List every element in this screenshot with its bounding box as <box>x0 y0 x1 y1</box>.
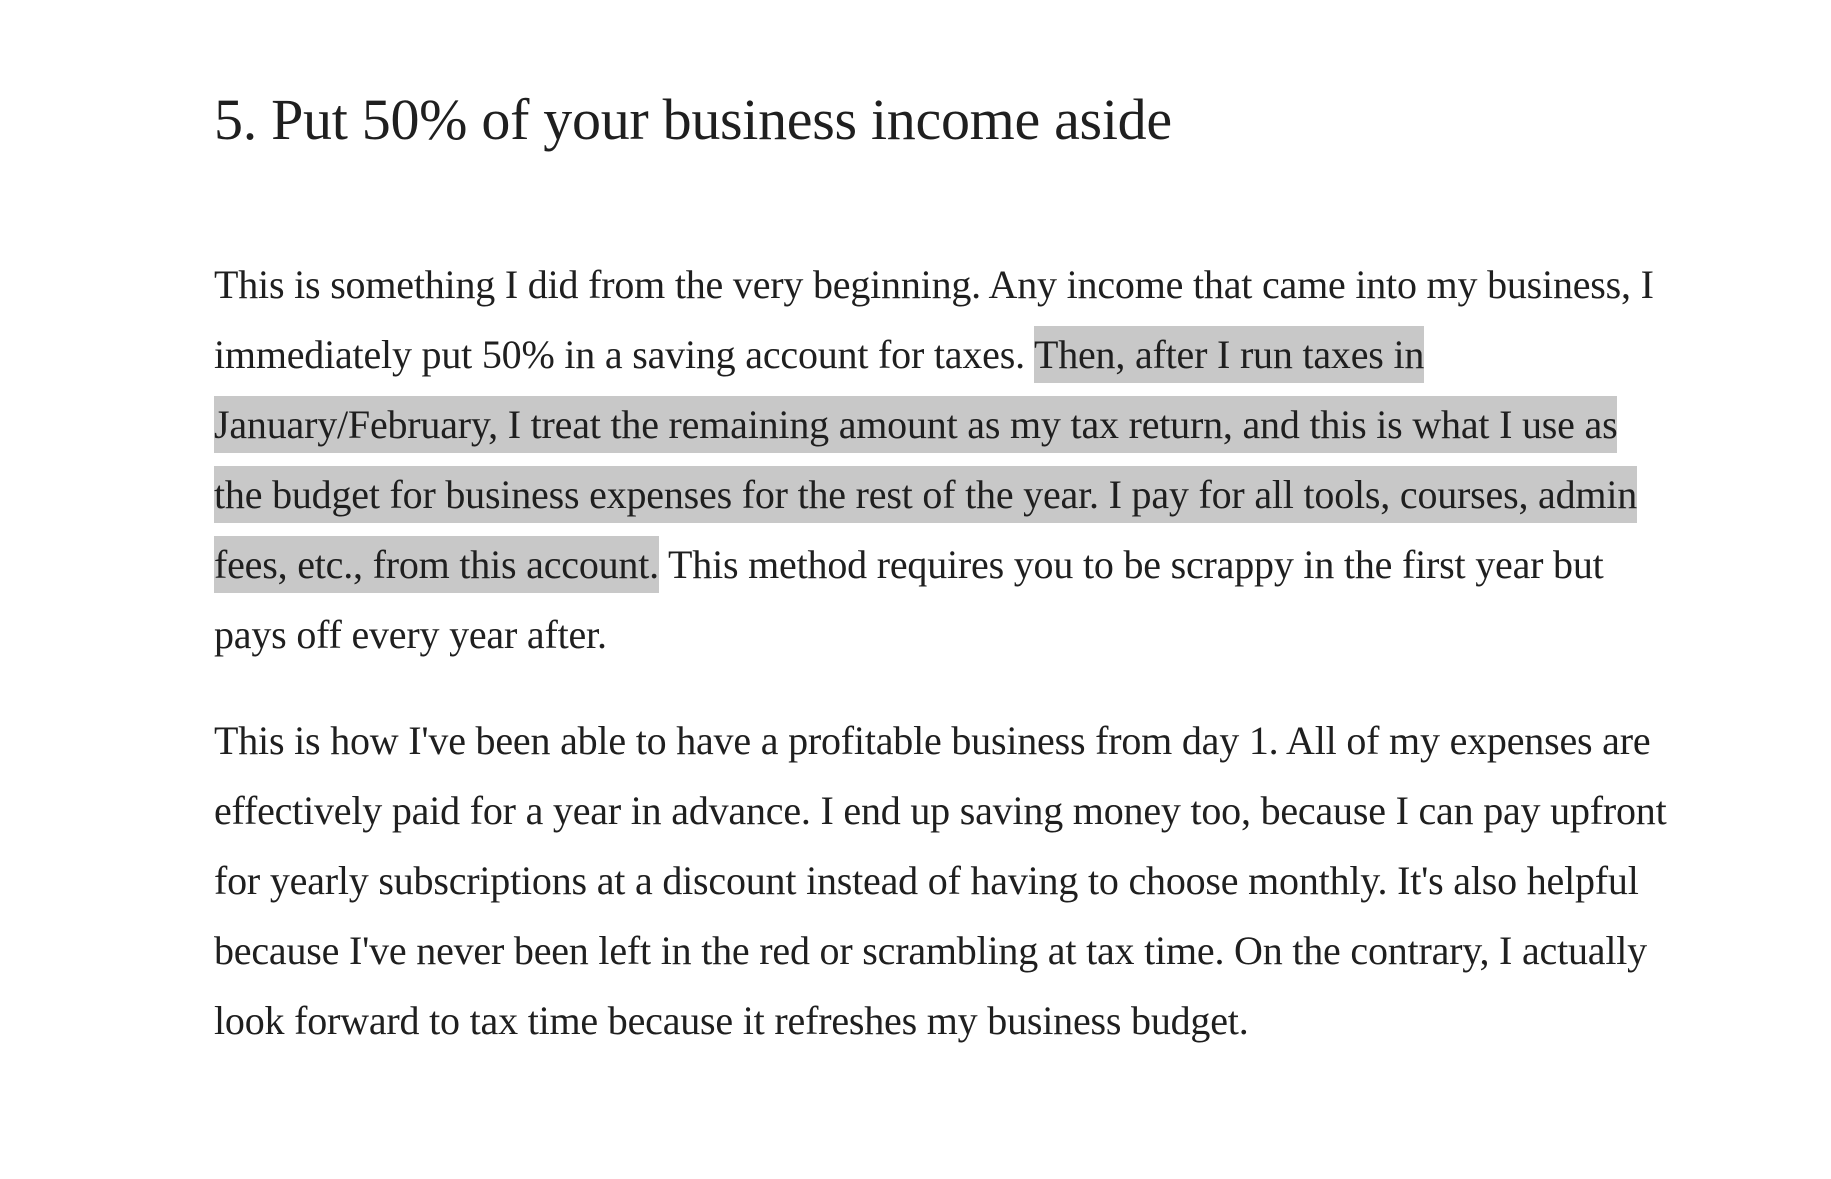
paragraph-2: This is how I've been able to have a profitable business from day 1. All of my expenses are effectively paid for a year in advance. I end up saving money too, because I can pay upfront for yearly subscriptions at a discount instead of having to choose monthly. It's also helpful because I've never been left in the red or scrambling at tax time. On the contrary, I actually look forward to tax time because it refreshes my business budget. <box>214 718 1667 1043</box>
article-section <box>214 78 1674 1092</box>
selected-text-highlight[interactable]: Then, after I run taxes in January/February, I treat the remaining amount as my tax return, and this is what I use as the budget for business expenses for the rest of the year. I pay for all tools, courses, admin fees, etc., from this account. <box>214 326 1637 593</box>
paragraph-1-text-before-selection: This is something I did from the very beginning. Any income that came into my business, I immediately put 50% in a saving account for taxes. <box>214 262 1654 377</box>
paragraph-1-text-after-selection: This method requires you to be scrappy in the first year but pays off every year after. <box>214 542 1604 657</box>
paragraph-1 <box>214 250 1674 670</box>
section-heading: 5. Put 50% of your business income aside <box>214 87 1172 152</box>
